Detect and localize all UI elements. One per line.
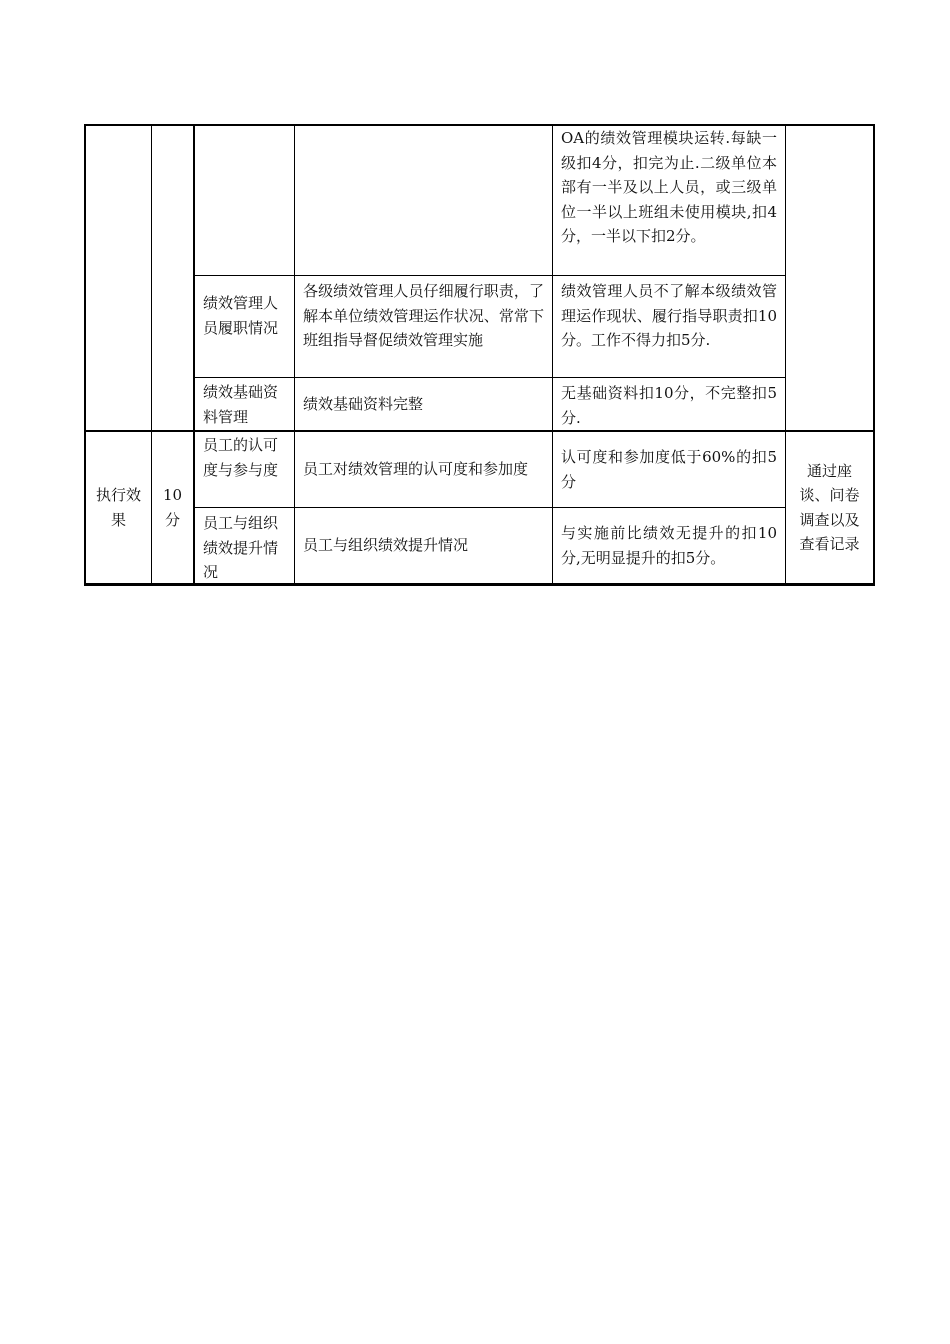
section-score-cell — [152, 432, 193, 583]
evaluation-table — [84, 124, 875, 586]
improvement-item-cell: 员工与组织绩效提升情况 — [203, 514, 279, 581]
method-cell — [786, 432, 873, 583]
recognition-criteria-cell: 认可度和参加度低于60%的扣5分 — [561, 448, 777, 491]
basic-content-cell: 绩效基础资料完整 — [303, 394, 424, 413]
staff-item-cell: 绩效管理人员履职情况 — [203, 294, 279, 337]
section-name-cell — [86, 432, 151, 583]
staff-criteria-cell: 绩效管理人员不了解本级绩效管理运作现状、履行指导职责扣10分。工作不得力扣5分. — [561, 282, 777, 349]
oa-criteria-cell: OA的绩效管理模块运转.每缺一级扣4分，扣完为止.二级单位本部有一半及以上人员，或三级单位一半以上班组未使用模块,扣4分，一半以下扣2分。 — [561, 129, 777, 245]
improvement-content-cell: 员工与组织绩效提升情况 — [303, 536, 469, 555]
method-text: 通过座谈、问卷调查以及查看记录 — [799, 461, 860, 553]
section-name: 执行效果 — [96, 486, 142, 529]
recognition-item-cell: 员工的认可度与参与度 — [203, 436, 279, 479]
improvement-criteria-cell: 与实施前比绩效无提升的扣10分,无明显提升的扣5分。 — [561, 524, 777, 567]
recognition-content-cell: 员工对绩效管理的认可度和参加度 — [303, 460, 529, 479]
staff-content-cell: 各级绩效管理人员仔细履行职责，了解本单位绩效管理运作状况、常常下班组指导督促绩效管理实施 — [303, 282, 544, 349]
basic-item-cell: 绩效基础资料管理 — [203, 383, 279, 426]
row-divider-1 — [194, 275, 786, 276]
table-right-border — [873, 124, 875, 586]
basic-criteria-cell: 无基础资料扣10分，不完整扣5分. — [561, 384, 777, 427]
section-score: 10分 — [162, 486, 183, 529]
